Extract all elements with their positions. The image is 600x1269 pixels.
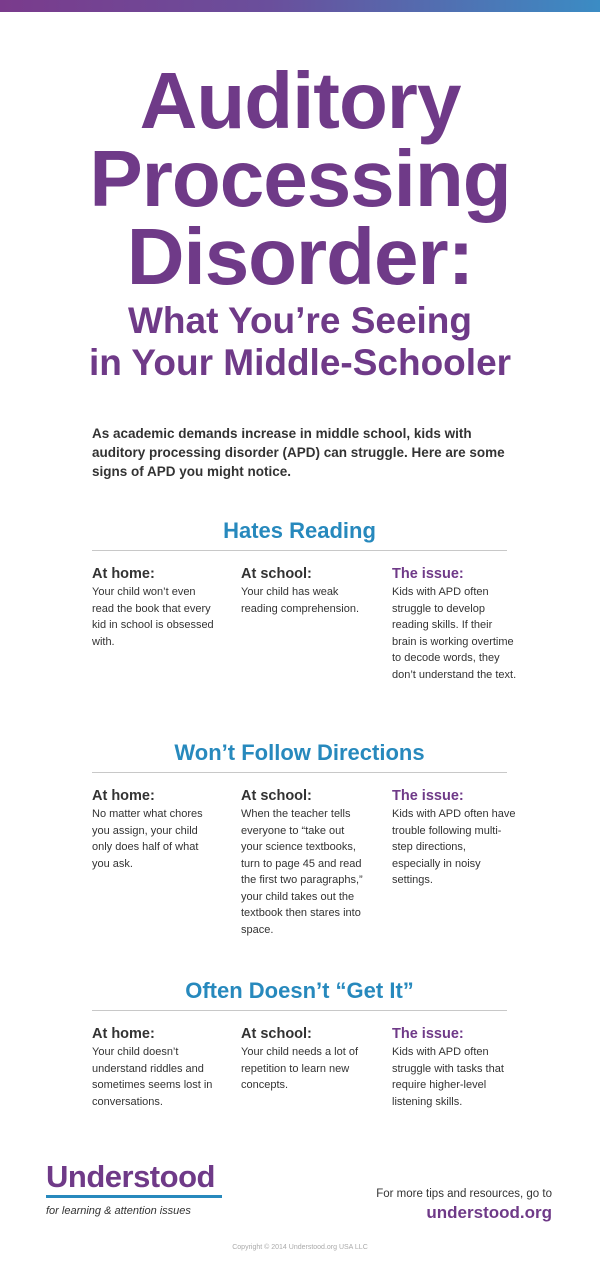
column-label: At school: [241,566,312,582]
column-at-home [92,787,217,872]
column-label: At home: [92,1026,155,1042]
intro-paragraph: As academic demands increase in middle school, kids with auditory processing disorder (APD) can struggle. Here are some signs of APD you might notice. [92,426,505,479]
section-columns [92,787,516,987]
column-at-school [241,565,366,617]
footer-cta [376,1186,552,1224]
column-text: Kids with APD often struggle with tasks that require higher-level listening skills. [392,1046,504,1108]
logo-wordmark: Understood [46,1159,215,1194]
column-text: Your child has weak reading comprehension. [241,586,360,615]
column-at-school [241,1025,366,1094]
footer-text: For more tips and resources, go to [376,1188,552,1200]
column-text: Your child won’t even read the book that every kid in school is obsessed with. [92,586,214,648]
column-label: At school: [241,788,312,804]
page-title [0,56,600,301]
section-hates-reading [92,516,517,765]
column-the-issue [392,1025,517,1110]
column-at-school [241,787,366,938]
column-at-home [92,565,217,650]
section-wont-follow-directions [92,738,516,987]
column-text: Your child needs a lot of repetition to learn new concepts. [241,1046,359,1091]
section-columns [92,565,517,765]
column-label: At home: [92,566,155,582]
logo-underline [46,1195,222,1198]
column-text: When the teacher tells everyone to “take out your science textbooks, turn to page 45 and read the first two paragraphs,” your child takes out the textbook then stares into space. [241,808,363,936]
column-text: Your child doesn’t understand riddles and sometimes seems lost in conversations. [92,1046,213,1108]
column-label: At school: [241,1026,312,1042]
subtitle-line: in Your Middle-Schooler [88,342,512,383]
section-heading: Hates Reading [92,516,507,551]
column-the-issue [392,787,517,889]
column-label: At home: [92,788,155,804]
top-gradient-bar [0,0,600,12]
subtitle-line: What You’re Seeing [127,300,473,341]
copyright-notice: Copyright © 2014 Understood.org USA LLC [232,1244,368,1251]
column-at-home [92,1025,217,1110]
title-line: Disorder: [126,212,474,301]
title-line: Processing [89,134,511,223]
column-text: No matter what chores you assign, your child only does half of what you ask. [92,808,203,870]
column-text: Kids with APD often have trouble following multi-step directions, especially in noisy settings. [392,808,516,886]
page-subtitle [0,300,600,384]
column-label: The issue: [392,566,464,582]
column-label: The issue: [392,1026,464,1042]
section-heading: Won’t Follow Directions [92,738,507,773]
title-line: Auditory [139,56,461,145]
logo-tagline: for learning & attention issues [46,1205,191,1217]
column-label: The issue: [392,788,464,804]
column-text: Kids with APD often struggle to develop reading skills. If their brain is working overtime to decode words, they don’t understand the text. [392,586,517,681]
footer-link[interactable]: understood.org [426,1203,552,1222]
column-the-issue [392,565,517,683]
understood-logo[interactable] [46,1160,226,1217]
section-heading: Often Doesn’t “Get It” [92,976,507,1011]
